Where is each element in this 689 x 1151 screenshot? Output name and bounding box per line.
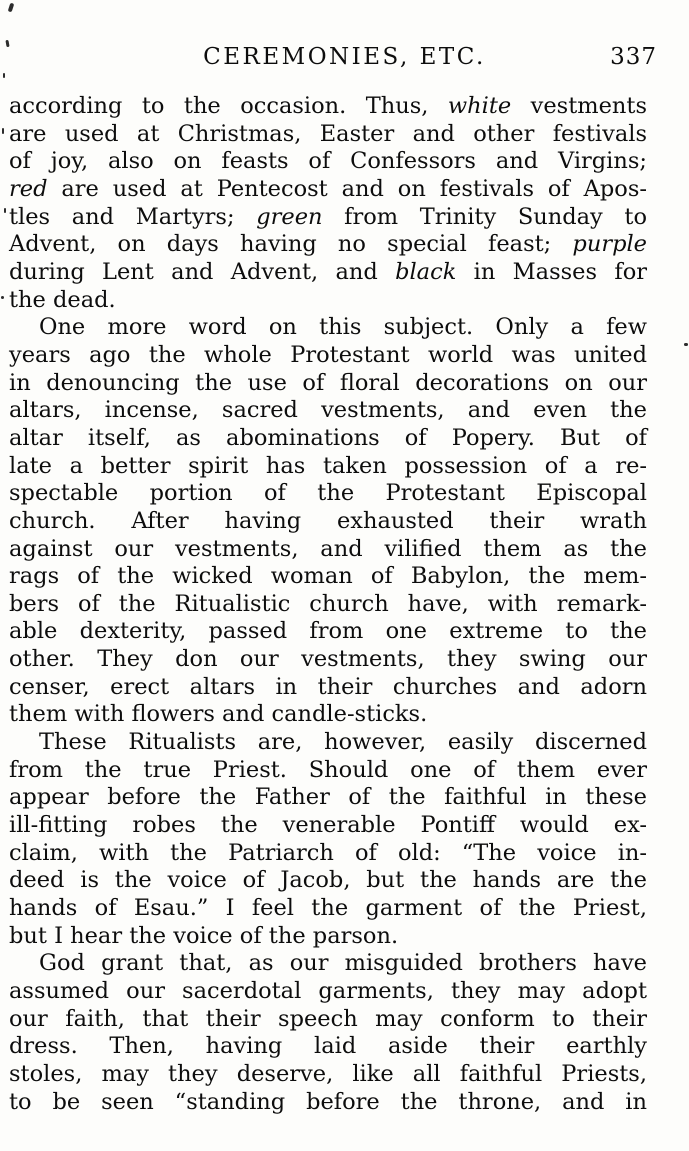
text-line [9, 618, 647, 646]
text-line [9, 148, 647, 176]
text-run: rags of the wicked woman of Babylon, the mem- [9, 563, 647, 590]
text-run: of joy, also on feasts of Confessors and Virgins; [9, 148, 647, 175]
page-header [0, 44, 689, 70]
italic-term: red [9, 175, 48, 202]
text-line [9, 646, 647, 674]
text-line [9, 342, 647, 370]
text-run: are used at Christmas, Easter and other festivals [9, 120, 647, 147]
text-run: God grant that, as our misguided brothers have [39, 950, 647, 977]
text-run: but I hear the voice of the parson. [9, 922, 399, 949]
text-line [9, 1006, 647, 1034]
text-run: during Lent and Advent, and [9, 258, 396, 285]
text-line [9, 701, 647, 729]
text-run: One more word on this subject. Only a few [39, 314, 647, 341]
text-run: from Trinity Sunday to [322, 203, 647, 230]
text-run: years ago the whole Protestant world was united [9, 341, 647, 368]
text-line [9, 812, 647, 840]
text-line [9, 563, 647, 591]
text-line [9, 370, 647, 398]
text-line [9, 950, 647, 978]
text-run: to be seen “standing before the throne, and in [9, 1088, 647, 1115]
text-line [9, 204, 647, 232]
text-run: hands of Esau.” I feel the garment of the Priest, [9, 895, 647, 922]
scan-artifact [2, 128, 4, 134]
text-run: in Masses for [456, 258, 647, 285]
text-line [9, 895, 647, 923]
text-line [9, 591, 647, 619]
scan-artifact [684, 343, 688, 346]
text-run: from the true Priest. Should one of them ever [9, 756, 647, 783]
text-line [9, 840, 647, 868]
text-run: appear before the Father of the faithful in these [9, 784, 647, 811]
text-run: altar itself, as abominations of Popery. But of [9, 424, 647, 451]
text-run: stoles, may they deserve, like all faithful Priests, [9, 1060, 647, 1087]
text-run: the dead. [9, 286, 116, 313]
text-run: tles and Martyrs; [9, 203, 257, 230]
text-line [9, 121, 647, 149]
text-run: according to the occasion. Thus, [9, 93, 448, 119]
text-line [9, 287, 647, 315]
text-run: against our vestments, and vilified them as the [9, 535, 647, 562]
text-line [9, 1061, 647, 1089]
text-run: These Ritualists are, however, easily discerned [39, 729, 647, 756]
text-run: ill-fitting robes the venerable Pontiff would ex- [9, 812, 647, 839]
text-line [9, 176, 647, 204]
text-line [9, 1089, 647, 1117]
text-line [9, 259, 647, 287]
text-run: them with flowers and candle-sticks. [9, 701, 428, 728]
text-line [9, 784, 647, 812]
text-line [9, 231, 647, 259]
text-column [9, 93, 647, 1116]
text-line [9, 480, 647, 508]
text-line [9, 508, 647, 536]
text-line [9, 867, 647, 895]
text-run: are used at Pentecost and on festivals of Apos- [47, 175, 647, 202]
text-line [9, 536, 647, 564]
text-run: our faith, that their speech may conform to their [9, 1005, 647, 1032]
text-line [9, 674, 647, 702]
running-title: CEREMONIES, ETC. [203, 44, 486, 70]
text-line [9, 314, 647, 342]
text-run: spectable portion of the Protestant Episcopal [9, 480, 647, 507]
text-run: dress. Then, having laid aside their earthly [9, 1033, 647, 1060]
text-run: able dexterity, passed from one extreme to the [9, 618, 647, 645]
italic-term: black [395, 258, 457, 285]
text-run: in denouncing the use of floral decorations on our [9, 369, 647, 396]
text-line [9, 1033, 647, 1061]
text-line [9, 453, 647, 481]
scan-artifact [1, 296, 4, 299]
text-line [9, 978, 647, 1006]
text-run: bers of the Ritualistic church have, with remark- [9, 590, 647, 617]
italic-term: white [447, 93, 512, 119]
text-run: claim, with the Patriarch of old: “The voice in- [9, 839, 647, 866]
italic-term: green [256, 203, 323, 230]
scan-artifact [4, 208, 6, 213]
text-run: altars, incense, sacred vestments, and even the [9, 397, 647, 424]
text-line [9, 93, 647, 121]
text-run: deed is the voice of Jacob, but the hands are the [9, 867, 647, 894]
page-number: 337 [610, 44, 657, 70]
text-run: other. They don our vestments, they swing our [9, 646, 647, 673]
scan-artifact [3, 73, 5, 78]
text-run: assumed our sacerdotal garments, they may adopt [9, 978, 647, 1004]
text-run: vestments [511, 93, 647, 119]
text-run: Advent, on days having no special feast; [9, 231, 573, 258]
text-run: censer, erect altars in their churches and adorn [9, 673, 647, 700]
text-line [9, 397, 647, 425]
scan-artifact [8, 3, 15, 13]
text-line [9, 425, 647, 453]
text-run: late a better spirit has taken possession of a re- [9, 452, 647, 479]
text-line [9, 923, 647, 951]
text-line [9, 729, 647, 757]
italic-term: purple [572, 231, 647, 258]
text-line [9, 757, 647, 785]
text-run: church. After having exhausted their wrath [9, 507, 647, 534]
